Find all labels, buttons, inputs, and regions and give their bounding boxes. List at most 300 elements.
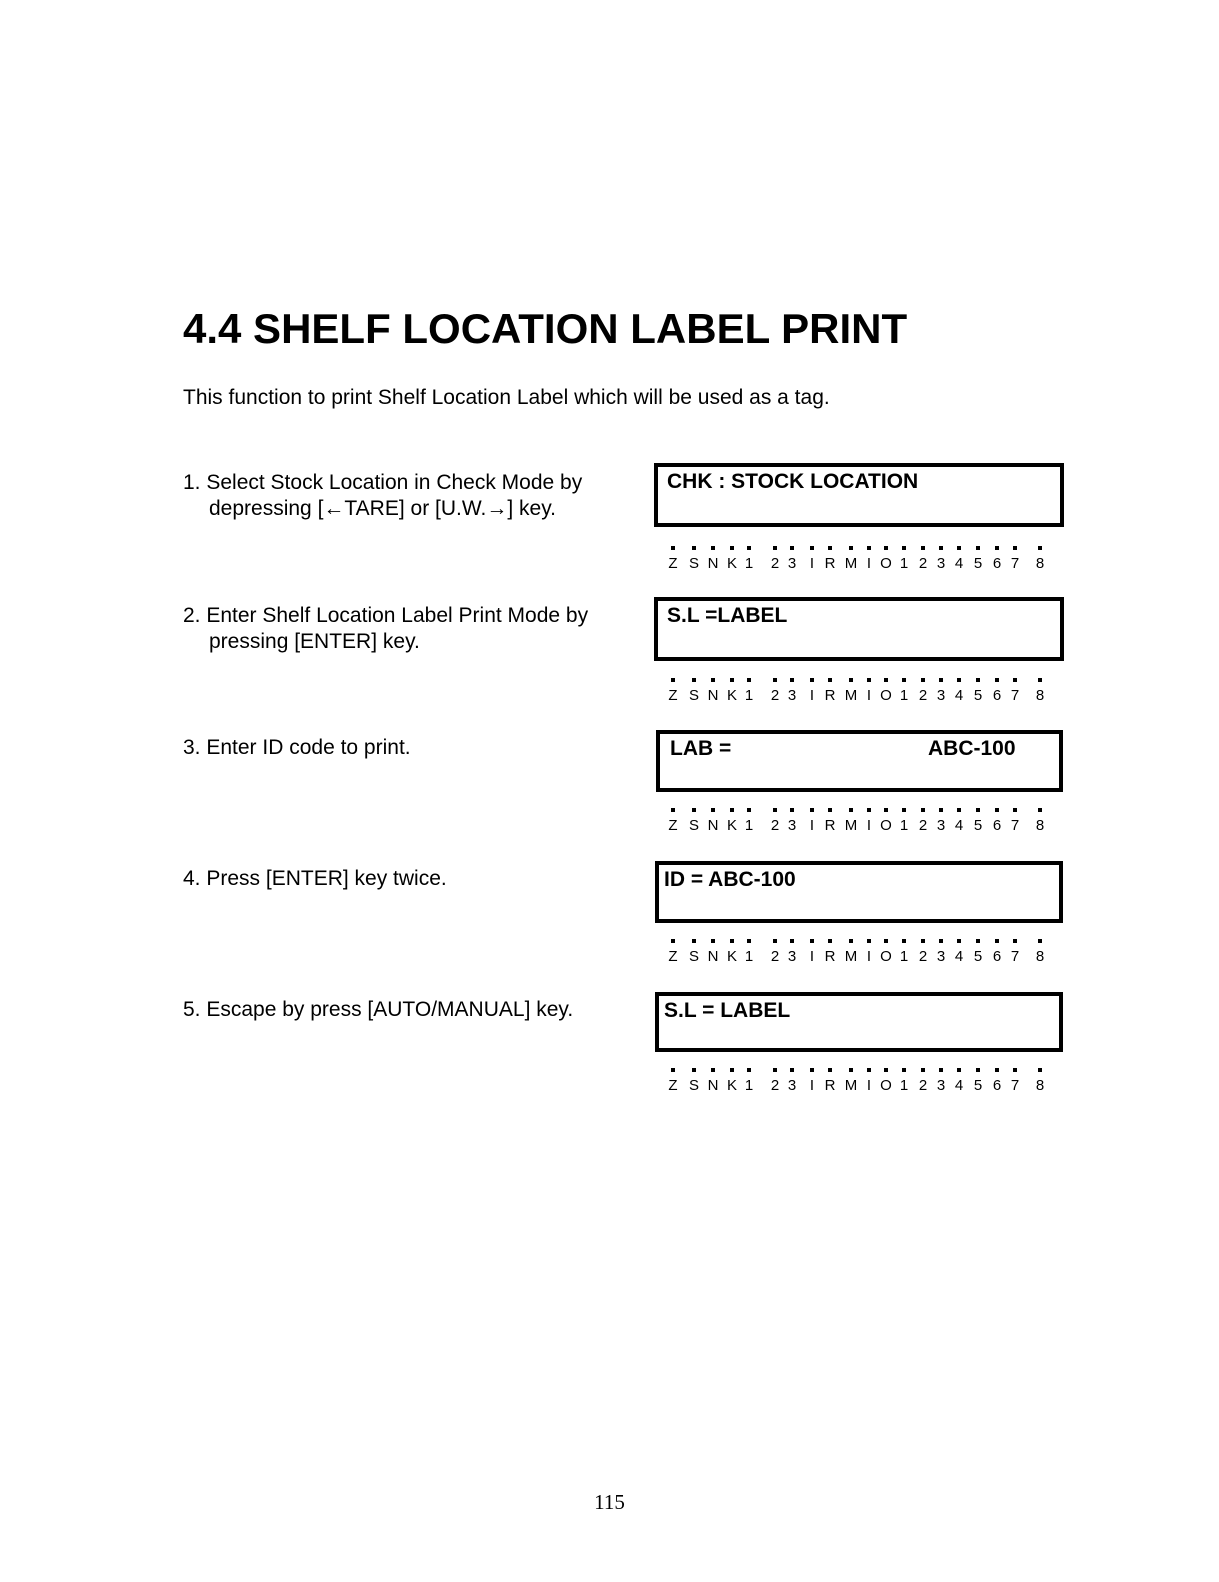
annunciator-dot — [995, 1068, 999, 1072]
annunciator-4 — [725, 1068, 739, 1093]
annunciator-13 — [897, 939, 911, 964]
annunciator-label: 3 — [787, 687, 797, 704]
annunciator-8 — [805, 1068, 819, 1093]
annunciator-label: R — [824, 817, 836, 834]
annunciator-dot — [957, 1068, 961, 1072]
annunciator-9 — [823, 1068, 837, 1093]
annunciator-dot — [730, 1068, 734, 1072]
annunciator-label: 1 — [744, 1077, 754, 1094]
annunciator-dot — [957, 808, 961, 812]
annunciator-3 — [706, 1068, 720, 1093]
annunciator-label: 8 — [1035, 948, 1045, 965]
annunciator-label: 5 — [973, 555, 983, 572]
annunciator-17 — [971, 678, 985, 703]
annunciator-16 — [952, 678, 966, 703]
annunciator-dot — [921, 1068, 925, 1072]
annunciator-dot — [976, 1068, 980, 1072]
annunciator-label: 3 — [787, 1077, 797, 1094]
annunciator-dot — [747, 546, 751, 550]
annunciator-dot — [711, 808, 715, 812]
annunciator-17 — [971, 1068, 985, 1093]
annunciator-label: I — [866, 555, 872, 572]
annunciator-dot — [884, 1068, 888, 1072]
annunciator-label: 2 — [770, 687, 780, 704]
annunciator-dot — [810, 546, 814, 550]
annunciator-label: 8 — [1035, 555, 1045, 572]
annunciator-20 — [1033, 546, 1047, 571]
annunciator-18 — [990, 678, 1004, 703]
annunciator-dot — [747, 808, 751, 812]
annunciator-label: 7 — [1010, 948, 1020, 965]
annunciator-label: 1 — [744, 687, 754, 704]
annunciator-5 — [742, 546, 756, 571]
annunciator-dot — [730, 678, 734, 682]
annunciator-dot — [828, 678, 832, 682]
annunciator-label: 7 — [1010, 555, 1020, 572]
annunciator-label: I — [866, 948, 872, 965]
lcd-display-5-text: S.L = LABEL — [664, 999, 791, 1022]
annunciator-label: S — [688, 817, 699, 834]
annunciator-label: 8 — [1035, 687, 1045, 704]
annunciator-label: O — [880, 1077, 892, 1094]
annunciator-label: 6 — [992, 687, 1002, 704]
annunciator-label: 5 — [973, 1077, 983, 1094]
lcd-display-4-text: ID = ABC-100 — [664, 868, 796, 891]
annunciator-dot — [692, 808, 696, 812]
annunciator-label: I — [809, 555, 815, 572]
annunciator-dot — [773, 678, 777, 682]
annunciator-dot — [773, 546, 777, 550]
annunciator-label: 3 — [936, 948, 946, 965]
annunciator-7 — [785, 939, 799, 964]
annunciator-dot — [1013, 808, 1017, 812]
annunciator-12 — [879, 678, 893, 703]
step-3-text — [183, 735, 411, 761]
annunciator-dot — [976, 808, 980, 812]
annunciator-13 — [897, 1068, 911, 1093]
annunciator-3 — [706, 808, 720, 833]
annunciator-14 — [916, 939, 930, 964]
annunciator-dot — [692, 546, 696, 550]
annunciator-19 — [1008, 808, 1022, 833]
annunciator-6 — [768, 808, 782, 833]
annunciator-20 — [1033, 808, 1047, 833]
annunciator-5 — [742, 1068, 756, 1093]
annunciator-7 — [785, 1068, 799, 1093]
annunciator-dot — [902, 1068, 906, 1072]
annunciator-label: N — [707, 555, 719, 572]
annunciator-dot — [828, 1068, 832, 1072]
annunciator-10 — [844, 546, 858, 571]
annunciator-5 — [742, 678, 756, 703]
annunciator-4 — [725, 546, 739, 571]
annunciator-label: 1 — [899, 1077, 909, 1094]
annunciator-label: Z — [668, 1077, 678, 1094]
lcd-display-2 — [654, 597, 1064, 661]
annunciator-label: 2 — [770, 1077, 780, 1094]
annunciator-dot — [1038, 678, 1042, 682]
annunciator-label: N — [707, 817, 719, 834]
annunciator-label: S — [688, 948, 699, 965]
annunciator-dot — [849, 808, 853, 812]
annunciator-label: 2 — [770, 948, 780, 965]
annunciator-dot — [867, 678, 871, 682]
annunciator-label: I — [809, 687, 815, 704]
annunciator-dot — [692, 1068, 696, 1072]
annunciator-label: M — [844, 817, 858, 834]
annunciator-label: 4 — [954, 948, 964, 965]
lcd-display-1-text: CHK : STOCK LOCATION — [667, 470, 919, 493]
annunciator-label: I — [809, 948, 815, 965]
annunciator-label: O — [880, 817, 892, 834]
annunciator-12 — [879, 546, 893, 571]
annunciator-dot — [711, 1068, 715, 1072]
annunciator-7 — [785, 808, 799, 833]
annunciator-dot — [828, 939, 832, 943]
annunciator-label: 1 — [744, 948, 754, 965]
intro-text: This function to print Shelf Location Label which will be used as a tag. — [183, 386, 830, 409]
annunciator-8 — [805, 808, 819, 833]
annunciator-10 — [844, 808, 858, 833]
annunciator-dot — [957, 939, 961, 943]
annunciator-10 — [844, 678, 858, 703]
annunciator-dot — [730, 546, 734, 550]
annunciator-label: 2 — [918, 687, 928, 704]
annunciator-19 — [1008, 546, 1022, 571]
annunciator-11 — [862, 1068, 876, 1093]
annunciator-13 — [897, 678, 911, 703]
annunciator-13 — [897, 546, 911, 571]
annunciator-5 — [742, 808, 756, 833]
annunciator-label: 2 — [918, 817, 928, 834]
annunciator-dot — [1038, 939, 1042, 943]
annunciator-1 — [666, 939, 680, 964]
annunciator-label: 1 — [899, 948, 909, 965]
annunciator-dot — [790, 546, 794, 550]
annunciator-label: 2 — [770, 555, 780, 572]
annunciator-label: 4 — [954, 817, 964, 834]
annunciator-6 — [768, 678, 782, 703]
annunciator-dot — [711, 939, 715, 943]
annunciator-2 — [687, 1068, 701, 1093]
annunciator-8 — [805, 546, 819, 571]
annunciator-row-1 — [666, 546, 1056, 578]
step-1-text — [183, 470, 582, 522]
annunciator-label: M — [844, 555, 858, 572]
annunciator-label: O — [880, 555, 892, 572]
annunciator-label: 3 — [787, 555, 797, 572]
annunciator-dot — [849, 546, 853, 550]
annunciator-dot — [790, 939, 794, 943]
annunciator-13 — [897, 808, 911, 833]
annunciator-1 — [666, 808, 680, 833]
annunciator-dot — [921, 808, 925, 812]
annunciator-row-2 — [666, 678, 1056, 710]
annunciator-dot — [921, 939, 925, 943]
annunciator-row-3 — [666, 808, 1056, 840]
step-4-text — [183, 866, 447, 892]
annunciator-label: 6 — [992, 817, 1002, 834]
annunciator-label: K — [726, 948, 737, 965]
annunciator-dot — [995, 546, 999, 550]
step-2-text — [183, 603, 588, 655]
annunciator-11 — [862, 678, 876, 703]
annunciator-dot — [921, 546, 925, 550]
annunciator-16 — [952, 808, 966, 833]
annunciator-label: 7 — [1010, 817, 1020, 834]
annunciator-14 — [916, 546, 930, 571]
annunciator-dot — [921, 678, 925, 682]
annunciator-label: Z — [668, 555, 678, 572]
annunciator-label: M — [844, 948, 858, 965]
annunciator-dot — [1038, 808, 1042, 812]
annunciator-dot — [671, 808, 675, 812]
annunciator-label: Z — [668, 817, 678, 834]
annunciator-label: R — [824, 948, 836, 965]
annunciator-17 — [971, 939, 985, 964]
annunciator-label: I — [809, 817, 815, 834]
annunciator-label: K — [726, 817, 737, 834]
annunciator-label: K — [726, 1077, 737, 1094]
annunciator-dot — [1013, 678, 1017, 682]
annunciator-row-4 — [666, 939, 1056, 971]
annunciator-label: 1 — [744, 817, 754, 834]
annunciator-dot — [1013, 939, 1017, 943]
annunciator-dot — [884, 808, 888, 812]
annunciator-1 — [666, 546, 680, 571]
annunciator-dot — [867, 1068, 871, 1072]
step-4-line-1: 4. Press [ENTER] key twice. — [183, 867, 447, 890]
annunciator-label: 1 — [899, 687, 909, 704]
annunciator-dot — [711, 678, 715, 682]
annunciator-19 — [1008, 939, 1022, 964]
annunciator-7 — [785, 678, 799, 703]
annunciator-17 — [971, 546, 985, 571]
lcd-display-3-value: ABC-100 — [928, 737, 1016, 760]
annunciator-label: 3 — [936, 687, 946, 704]
annunciator-16 — [952, 1068, 966, 1093]
annunciator-4 — [725, 808, 739, 833]
annunciator-2 — [687, 678, 701, 703]
annunciator-dot — [692, 939, 696, 943]
annunciator-label: 1 — [744, 555, 754, 572]
annunciator-label: O — [880, 687, 892, 704]
annunciator-16 — [952, 939, 966, 964]
annunciator-label: 3 — [787, 817, 797, 834]
annunciator-dot — [884, 546, 888, 550]
annunciator-12 — [879, 939, 893, 964]
step-5-text — [183, 997, 573, 1023]
annunciator-2 — [687, 546, 701, 571]
annunciator-15 — [934, 678, 948, 703]
annunciator-17 — [971, 808, 985, 833]
annunciator-label: I — [866, 817, 872, 834]
annunciator-3 — [706, 939, 720, 964]
annunciator-label: I — [866, 1077, 872, 1094]
annunciator-label: S — [688, 555, 699, 572]
lcd-display-4 — [655, 861, 1063, 923]
annunciator-dot — [671, 939, 675, 943]
annunciator-15 — [934, 1068, 948, 1093]
page-title: 4.4 SHELF LOCATION LABEL PRINT — [183, 305, 908, 352]
annunciator-label: 5 — [973, 817, 983, 834]
annunciator-dot — [810, 678, 814, 682]
annunciator-18 — [990, 546, 1004, 571]
annunciator-1 — [666, 1068, 680, 1093]
annunciator-label: Z — [668, 948, 678, 965]
annunciator-label: 3 — [787, 948, 797, 965]
annunciator-dot — [671, 678, 675, 682]
annunciator-18 — [990, 808, 1004, 833]
annunciator-15 — [934, 546, 948, 571]
annunciator-dot — [939, 546, 943, 550]
annunciator-label: 5 — [973, 687, 983, 704]
annunciator-6 — [768, 1068, 782, 1093]
annunciator-row-5 — [666, 1068, 1056, 1100]
annunciator-label: 7 — [1010, 687, 1020, 704]
annunciator-label: 2 — [918, 948, 928, 965]
annunciator-label: S — [688, 1077, 699, 1094]
annunciator-dot — [730, 808, 734, 812]
annunciator-dot — [828, 808, 832, 812]
annunciator-19 — [1008, 678, 1022, 703]
annunciator-11 — [862, 939, 876, 964]
annunciator-label: 7 — [1010, 1077, 1020, 1094]
annunciator-dot — [773, 1068, 777, 1072]
annunciator-6 — [768, 546, 782, 571]
annunciator-dot — [867, 939, 871, 943]
annunciator-dot — [976, 546, 980, 550]
annunciator-label: 2 — [918, 555, 928, 572]
lcd-display-1 — [654, 463, 1064, 527]
annunciator-label: 8 — [1035, 817, 1045, 834]
annunciator-dot — [976, 939, 980, 943]
annunciator-10 — [844, 939, 858, 964]
annunciator-3 — [706, 546, 720, 571]
annunciator-label: 3 — [936, 555, 946, 572]
annunciator-1 — [666, 678, 680, 703]
annunciator-label: R — [824, 1077, 836, 1094]
annunciator-dot — [730, 939, 734, 943]
annunciator-dot — [773, 939, 777, 943]
annunciator-label: 2 — [918, 1077, 928, 1094]
annunciator-dot — [810, 1068, 814, 1072]
step-3-line-1: 3. Enter ID code to print. — [183, 736, 411, 759]
annunciator-dot — [939, 1068, 943, 1072]
annunciator-dot — [939, 808, 943, 812]
annunciator-4 — [725, 939, 739, 964]
annunciator-dot — [902, 546, 906, 550]
annunciator-dot — [849, 678, 853, 682]
annunciator-4 — [725, 678, 739, 703]
annunciator-label: M — [844, 687, 858, 704]
annunciator-label: R — [824, 687, 836, 704]
annunciator-dot — [790, 1068, 794, 1072]
annunciator-dot — [957, 678, 961, 682]
annunciator-2 — [687, 808, 701, 833]
lcd-display-3-label: LAB = — [670, 737, 732, 760]
annunciator-20 — [1033, 678, 1047, 703]
annunciator-label: 4 — [954, 1077, 964, 1094]
annunciator-dot — [810, 808, 814, 812]
annunciator-label: N — [707, 948, 719, 965]
annunciator-label: 4 — [954, 687, 964, 704]
annunciator-18 — [990, 1068, 1004, 1093]
annunciator-dot — [790, 678, 794, 682]
annunciator-9 — [823, 939, 837, 964]
annunciator-dot — [976, 678, 980, 682]
annunciator-12 — [879, 1068, 893, 1093]
annunciator-2 — [687, 939, 701, 964]
annunciator-dot — [790, 808, 794, 812]
annunciator-label: S — [688, 687, 699, 704]
annunciator-label: I — [866, 687, 872, 704]
annunciator-dot — [747, 678, 751, 682]
annunciator-dot — [957, 546, 961, 550]
annunciator-dot — [884, 678, 888, 682]
annunciator-12 — [879, 808, 893, 833]
step-5-line-1: 5. Escape by press [AUTO/MANUAL] key. — [183, 998, 574, 1021]
annunciator-20 — [1033, 1068, 1047, 1093]
annunciator-18 — [990, 939, 1004, 964]
annunciator-19 — [1008, 1068, 1022, 1093]
annunciator-8 — [805, 678, 819, 703]
annunciator-dot — [867, 546, 871, 550]
annunciator-dot — [995, 808, 999, 812]
annunciator-label: K — [726, 687, 737, 704]
step-2-line-1: 2. Enter Shelf Location Label Print Mode by — [183, 604, 589, 627]
annunciator-dot — [867, 808, 871, 812]
annunciator-dot — [902, 808, 906, 812]
annunciator-dot — [773, 808, 777, 812]
annunciator-label: N — [707, 687, 719, 704]
annunciator-label: 1 — [899, 555, 909, 572]
annunciator-dot — [810, 939, 814, 943]
annunciator-label: 3 — [936, 1077, 946, 1094]
annunciator-label: O — [880, 948, 892, 965]
annunciator-dot — [884, 939, 888, 943]
annunciator-11 — [862, 808, 876, 833]
annunciator-dot — [939, 939, 943, 943]
annunciator-label: 3 — [936, 817, 946, 834]
annunciator-14 — [916, 1068, 930, 1093]
annunciator-5 — [742, 939, 756, 964]
lcd-display-3 — [656, 730, 1063, 792]
step-1-line-2: depressing [←TARE] or [U.W.→] key. — [209, 497, 556, 520]
annunciator-label: 8 — [1035, 1077, 1045, 1094]
annunciator-label: 6 — [992, 1077, 1002, 1094]
annunciator-label: 5 — [973, 948, 983, 965]
annunciator-16 — [952, 546, 966, 571]
annunciator-dot — [1038, 1068, 1042, 1072]
annunciator-9 — [823, 546, 837, 571]
annunciator-9 — [823, 678, 837, 703]
annunciator-15 — [934, 808, 948, 833]
annunciator-label: M — [844, 1077, 858, 1094]
annunciator-dot — [671, 546, 675, 550]
annunciator-dot — [1013, 546, 1017, 550]
annunciator-14 — [916, 808, 930, 833]
annunciator-label: Z — [668, 687, 678, 704]
annunciator-8 — [805, 939, 819, 964]
annunciator-dot — [1038, 546, 1042, 550]
annunciator-dot — [902, 678, 906, 682]
annunciator-dot — [692, 678, 696, 682]
annunciator-label: K — [726, 555, 737, 572]
annunciator-label: I — [809, 1077, 815, 1094]
annunciator-9 — [823, 808, 837, 833]
annunciator-14 — [916, 678, 930, 703]
